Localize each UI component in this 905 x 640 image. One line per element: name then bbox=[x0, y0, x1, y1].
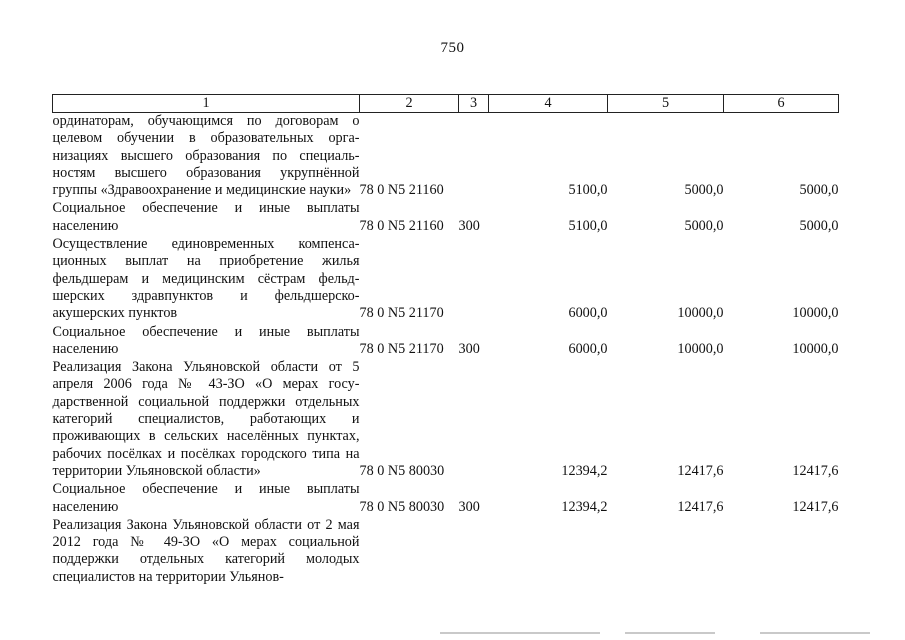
row-value-col4: 5100,0 bbox=[568, 182, 608, 199]
column-header-6: 6 bbox=[724, 95, 839, 113]
row-target-code: 78 0 N5 21170 bbox=[359, 340, 444, 357]
row-value-col5: 10000,0 bbox=[677, 340, 724, 357]
row-value-col6 bbox=[724, 517, 839, 587]
row-expense-type bbox=[459, 236, 489, 323]
row-expense-type bbox=[459, 517, 489, 587]
row-value-col5: 5000,0 bbox=[684, 217, 724, 234]
row-value-col6: 12417,6 bbox=[792, 498, 839, 515]
row-target-code: 78 0 N5 21160 bbox=[359, 217, 444, 234]
row-expense-type bbox=[459, 359, 489, 481]
row-value-col4: 5100,0 bbox=[568, 217, 608, 234]
row-value-col5: 10000,0 bbox=[677, 305, 724, 322]
row-target-code bbox=[360, 517, 459, 587]
scan-artifact bbox=[625, 632, 715, 634]
scan-artifact bbox=[440, 632, 600, 634]
column-header-4: 4 bbox=[489, 95, 608, 113]
row-value-col6: 5000,0 bbox=[799, 217, 839, 234]
row-value-col5: 5000,0 bbox=[684, 182, 724, 199]
page-number: 750 bbox=[440, 40, 465, 56]
row-value-col4: 12394,2 bbox=[561, 462, 608, 479]
row-target-code: 78 0 N5 80030 bbox=[359, 462, 445, 479]
row-description: Реализация Закона Ульяновской области от 5 апреля 2006 года № 43-ЗО «О мерах государственной социальной поддержки отдельных категорий специалистов, работающих и проживающих в сельских населённых пунктах, рабочих посёлках и посёлках городского типа на территории Ульяновской области» bbox=[52, 359, 360, 479]
table-row bbox=[53, 517, 839, 587]
column-header-2: 2 bbox=[360, 95, 459, 113]
row-description: Социальное обеспечение и иные выплаты населению bbox=[52, 481, 360, 515]
row-expense-type bbox=[459, 113, 489, 201]
row-value-col4 bbox=[489, 517, 608, 587]
column-header-5: 5 bbox=[608, 95, 724, 113]
table-row bbox=[53, 481, 839, 517]
row-target-code: 78 0 N5 21160 bbox=[359, 182, 444, 199]
row-target-code: 78 0 N5 80030 bbox=[359, 498, 445, 515]
row-expense-type: 300 bbox=[458, 217, 480, 234]
row-value-col4: 12394,2 bbox=[561, 498, 608, 515]
row-description: Социальное обеспечение и иные выплаты населению bbox=[52, 323, 360, 357]
row-value-col5: 12417,6 bbox=[677, 498, 724, 515]
row-value-col6: 10000,0 bbox=[792, 340, 839, 357]
row-value-col6: 10000,0 bbox=[792, 305, 839, 322]
row-description: Осуществление единовременных компенсационных выплат на приобретение жилья фельдшерам и медицинским сёстрам фельдшерских здравпунктов и фельдшерско-акушерских пунктов bbox=[52, 236, 360, 322]
table-row bbox=[53, 359, 839, 481]
row-expense-type: 300 bbox=[458, 498, 480, 515]
budget-table bbox=[52, 94, 839, 587]
table-header-row bbox=[53, 95, 839, 113]
scan-artifact bbox=[760, 632, 870, 634]
row-target-code: 78 0 N5 21170 bbox=[359, 305, 444, 322]
row-value-col4: 6000,0 bbox=[568, 340, 608, 357]
row-expense-type: 300 bbox=[458, 340, 480, 357]
row-description: Социальное обеспечение и иные выплаты населению bbox=[52, 200, 360, 234]
row-description: Реализация Закона Ульяновской области от 2 мая 2012 года № 49-ЗО «О мерах социальной поддержки отдельных категорий молодых специалистов на территории Ульянов- bbox=[52, 516, 360, 585]
table-row bbox=[53, 236, 839, 323]
column-header-3: 3 bbox=[459, 95, 489, 113]
table-row bbox=[53, 113, 839, 201]
row-value-col4: 6000,0 bbox=[568, 305, 608, 322]
table-row bbox=[53, 200, 839, 236]
column-header-1: 1 bbox=[53, 95, 360, 113]
row-value-col6: 5000,0 bbox=[799, 182, 839, 199]
row-value-col5: 12417,6 bbox=[677, 462, 724, 479]
row-description: ординаторам, обучающимся по договорам о целевом обучении в образовательных организациях высшего образования по специальностям высшего образования укрупнённой группы «Здравоохранение и медицинские науки» bbox=[52, 113, 360, 199]
table-row bbox=[53, 324, 839, 360]
row-value-col5 bbox=[608, 517, 724, 587]
row-value-col6: 12417,6 bbox=[792, 462, 839, 479]
